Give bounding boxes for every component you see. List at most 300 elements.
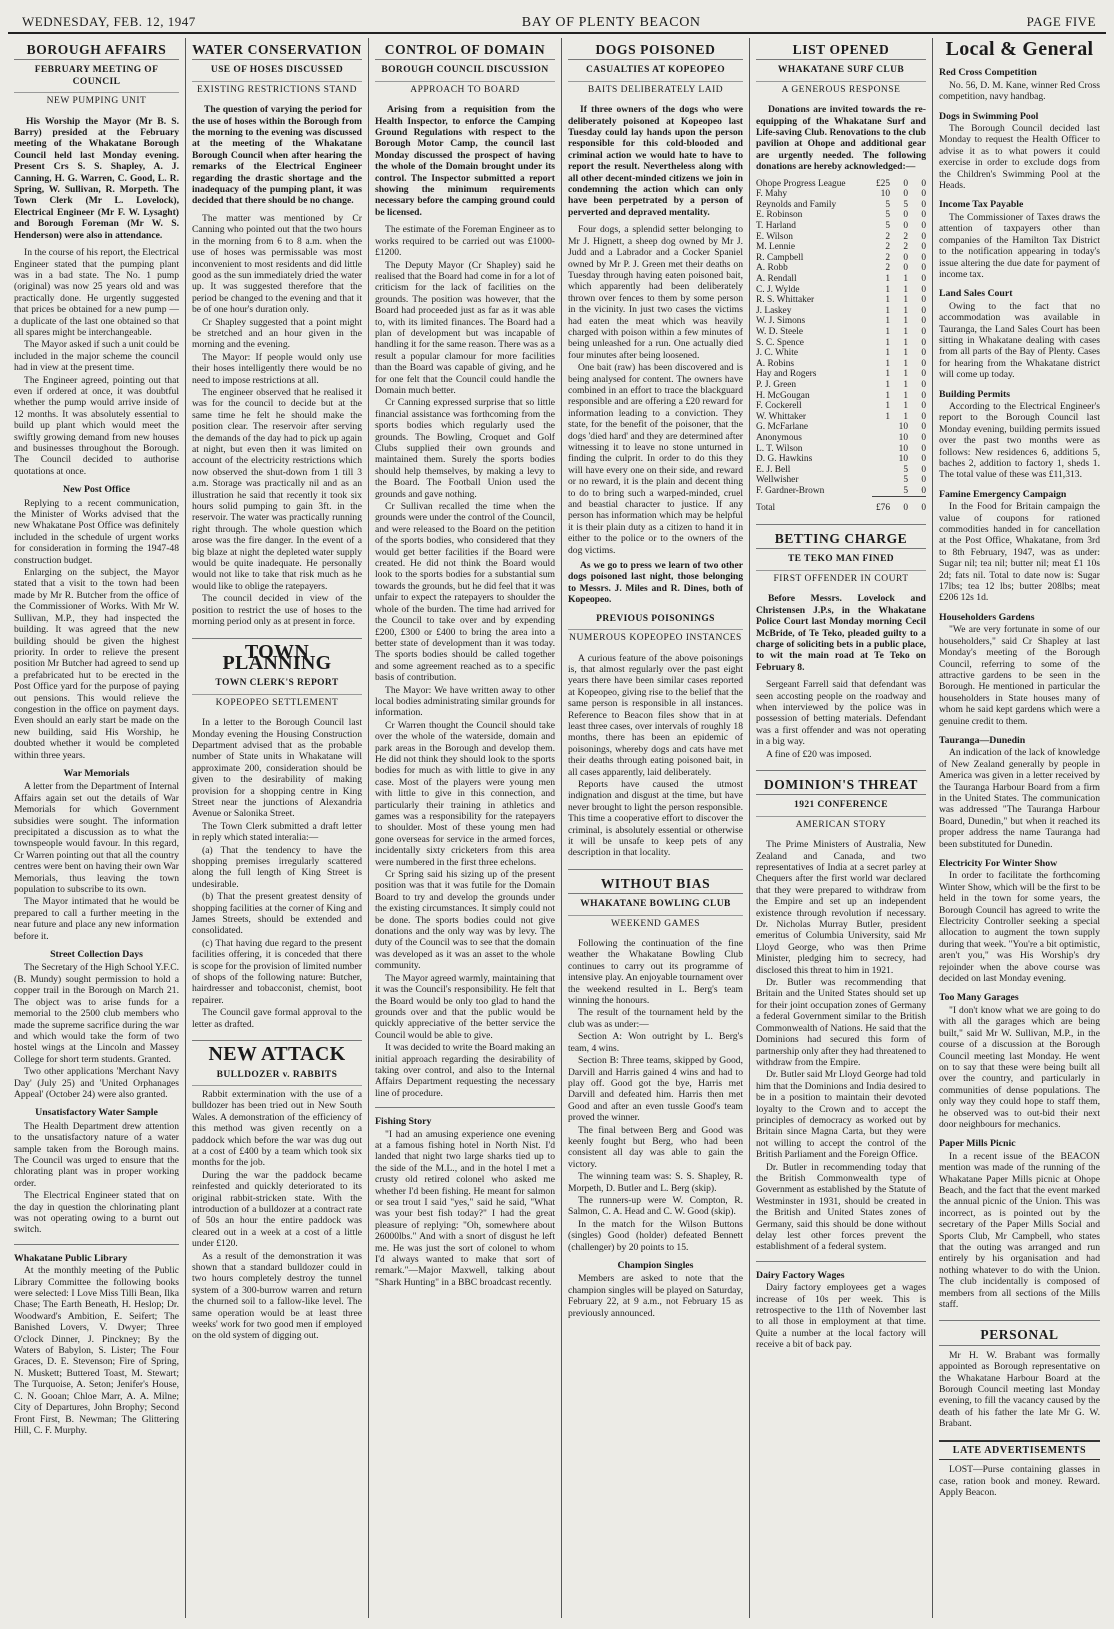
- deck: WEEKEND GAMES: [610, 918, 701, 929]
- donation-row: [756, 348, 926, 359]
- paragraph: The winning team was: S. S. Shapley, R. Morpeth, D. Butler and L. Berg (skip).: [568, 1171, 743, 1194]
- headline: NEW ATTACK: [192, 1040, 362, 1064]
- deck: AMERICAN STORY: [795, 819, 887, 830]
- donor-name: F. Cockerell: [756, 401, 802, 412]
- deck: CASUALTIES AT KOPEOPEO: [568, 65, 743, 81]
- item-heading: Paper Mills Picnic: [939, 1138, 1016, 1150]
- item-heading: Too Many Garages: [939, 992, 1019, 1004]
- donation-row: [756, 401, 926, 412]
- donation-pounds: £25: [875, 178, 890, 189]
- donation-row: [756, 412, 926, 423]
- lead-paragraph: If three owners of the dogs who were deliberately poisoned at Kopeopeo last Tuesday could lay hands upon the person responsible for this cold-blooded and criminal action we would hate to have to report the result. Nevertheless along with all other decent-minded citizens we join in condemning the action which can only have been perpetrated by a person of perverted and depraved mentality.: [568, 104, 743, 218]
- paragraph: Dr. Butler said Mr Lloyd George had told him that the Dominions and India desired to be in a position to maintain their devoted loyalty to the Crown and to accept the principles of democracy as worked out by Britain since Magna Carta, but they were not willing to accept the control of the British Parliament and the Foreign Office.: [756, 1069, 926, 1161]
- paragraph: The Mayor: We have written away to other local bodies administrating similar grounds for information.: [375, 684, 555, 719]
- deck: 1921 CONFERENCE: [756, 800, 926, 816]
- item-text: Owing to the fact that no accommodation was available in Tauranga, the Land Sales Court has been sitting in Whakatane dealing with cases from all parts of the Bay of Plenty. Cases for hearing from the Whakatane district will come up today.: [939, 300, 1100, 381]
- donation-pence: 0: [921, 432, 926, 443]
- donation-row: [756, 380, 926, 391]
- donation-pence: 0: [921, 210, 926, 221]
- deck: TE TEKO MAN FINED: [756, 554, 926, 570]
- item-text: An indication of the lack of knowledge of New Zealand generally by people in America was given in a letter received by the Tauranga Harbour Board from a firm in the United States. The communication was addressed "The Tauranga Harbour Board, Dunedin," but when it reached its proper address the name Tauranga had been substituted for Dunedin.: [939, 747, 1100, 850]
- paragraph: "I had an amusing experience one evening at a famous fishing hotel in North Nist. I'd landed that night two large sharks tied up to the side of the M.L., and in the hotel I met a crusty old retired colonel who asked me whether I'd been fishing. He meant for salmon or sea trout I said "yes," said he said, "What was your best fish today?" I had the great pleasure of replying: "Oh, somewhere about 26000lbs." And with a snort of disgust he left me. He was just the sort of colonel to whom I'd always wanted to make that sort of remark."—Major Maxwell, talking about "Shark Hunting" in a BBC broadcast recently.: [375, 1128, 555, 1288]
- donation-pence: 0: [921, 316, 926, 327]
- subheading: War Memorials: [63, 767, 130, 779]
- donation-shillings: 0: [903, 178, 908, 189]
- donation-pounds: 1: [885, 337, 890, 348]
- donation-pence: 0: [921, 485, 926, 496]
- total-label: Total: [756, 503, 776, 514]
- donation-pounds: 1: [885, 348, 890, 359]
- donation-row: [756, 327, 926, 338]
- divider: [756, 1261, 926, 1262]
- donor-name: W. J. Simons: [756, 316, 806, 327]
- donation-shillings: 1: [903, 379, 908, 390]
- donor-name: Hay and Rogers: [756, 369, 817, 380]
- subheading: Dairy Factory Wages: [756, 1269, 845, 1281]
- donation-pounds: [872, 465, 890, 476]
- donation-pence: 0: [921, 295, 926, 306]
- donor-name: P. J. Green: [756, 379, 797, 390]
- donation-pounds: [872, 486, 890, 497]
- donation-pounds: 2: [885, 231, 890, 242]
- item-text: The Commissioner of Taxes draws the attention of taxpayers other than companies of the Hamilton Tax District to the notification appearing in today's issue altering the due date for payment of income tax.: [939, 211, 1100, 280]
- paragraph: The engineer observed that he realised it was for the council to decide but at the same time he felt he should make the position clear. The reservoir after serving the demands of the day had to pick up again at night, but even then it was limited on account of the electricity restrictions which now observed the shut-down from 1 till 3 a.m. Storage was practically nil and as an illustration he said that recently it took six hours solid pumping to gain 3ft. in the reservoir. The water was practically running right through. The whole question which arose was the fire danger. In the event of a big blaze at night the depleted water supply would be quite inadequate. He personally would not like to take that risk much as he would like to oblige the ratepayers.: [192, 386, 362, 592]
- donation-pence: 0: [921, 464, 926, 475]
- donation-row: [756, 422, 926, 433]
- paragraph: A fine of £20 was imposed.: [766, 748, 872, 760]
- deck: A GENEROUS RESPONSE: [781, 84, 901, 95]
- donation-pence: 0: [921, 189, 926, 200]
- donation-pence: 0: [921, 390, 926, 401]
- donor-name: R. S. Whittaker: [756, 295, 815, 306]
- donation-pence: 0: [921, 379, 926, 390]
- donor-name: S. C. Spence: [756, 337, 804, 348]
- item-text: According to the Electrical Engineer's report to the Borough Council last Monday evening, building permits issued over the past two months were as follows: New residences 6, additions 5, baches 2, addition to factory 1, sheds 1. The total value of these was £11,313.: [939, 400, 1100, 481]
- donation-pence: 0: [921, 348, 926, 359]
- paragraph: Rabbit extermination with the use of a bulldozer has been tried out in New South Wales. A demonstration of the efficiency of this method was given recently on a paddock which before the war was dug out at a cost of £400 by a team which took six months for the job.: [192, 1088, 362, 1169]
- donor-name: F. Mahy: [756, 189, 788, 200]
- subheading: New Post Office: [63, 484, 130, 496]
- lead-paragraph: As we go to press we learn of two other dogs poisoned last night, those belonging to Messrs. J. Miles and R. Dines, both of Kopeopeo.: [568, 560, 743, 606]
- donor-name: Wellwisher: [756, 475, 799, 486]
- deck: USE OF HOSES DISCUSSED: [192, 65, 362, 81]
- donation-shillings: 1: [903, 316, 908, 327]
- donation-shillings: 0: [903, 252, 908, 263]
- donor-name: E. Wilson: [756, 231, 793, 242]
- donation-shillings: 1: [903, 401, 908, 412]
- paragraph: The estimate of the Foreman Engineer as to works required to be carried out was £1000-£1200.: [375, 224, 555, 259]
- donation-pence: 0: [921, 231, 926, 242]
- paragraph: The Mayor agreed warmly, maintaining that it was the Council's responsibility. He felt that the Board would be only too glad to hand the grounds over and that the public would be quickly appreciative of the better service the Council would be able to give.: [375, 972, 555, 1041]
- donor-name: J. C. White: [756, 348, 799, 359]
- subheading: Champion Singles: [617, 1260, 694, 1271]
- total-shillings: 0: [890, 497, 908, 514]
- donor-name: F. Gardner-Brown: [756, 486, 825, 497]
- donation-row: [756, 263, 926, 274]
- deck: FEBRUARY MEETING OF COUNCIL: [14, 65, 179, 93]
- paragraph: As a result of the demonstration it was shown that a standard bulldozer could in two hours completely destroy the tunnel system of a 300-burrow warren and return the churned soil to a fallow-like level. The same operation would be at least three weeks' work for two good men if employed on the old system of digging out.: [192, 1250, 362, 1342]
- donation-pence: 0: [921, 475, 926, 486]
- donation-shillings: 10: [898, 432, 908, 443]
- donation-pence: 0: [921, 411, 926, 422]
- donation-pence: 0: [921, 369, 926, 380]
- donation-pounds: 1: [885, 305, 890, 316]
- donation-pence: 0: [921, 443, 926, 454]
- paragraph: The Mayor asked if such a unit could be included in the major scheme the council had in view at the present time.: [14, 339, 179, 374]
- deck: KOPEOPEO SETTLEMENT: [215, 697, 339, 708]
- deck: PREVIOUS POISONINGS: [568, 614, 743, 630]
- donation-pounds: [872, 422, 890, 433]
- donor-name: J. Laskey: [756, 305, 792, 316]
- paragraph: The final between Berg and Good was keenly fought but Berg, who had been consistent all day was able to gain the victory.: [568, 1124, 743, 1170]
- donation-shillings: 1: [903, 295, 908, 306]
- donor-name: A. Robins: [756, 358, 795, 369]
- headline: BETTING CHARGE: [756, 524, 926, 549]
- donation-pounds: 2: [885, 242, 890, 253]
- donation-pence: 0: [921, 263, 926, 274]
- subheading: Unsatisfactory Water Sample: [35, 1107, 158, 1119]
- donation-row: [756, 433, 926, 444]
- donor-name: W. D. Steele: [756, 326, 804, 337]
- donation-shillings: 5: [903, 485, 908, 496]
- donation-pounds: 5: [885, 221, 890, 232]
- donor-name: W. Whittaker: [756, 411, 806, 422]
- lead-paragraph: The question of varying the period for the use of hoses within the Borough from the morning to the evening was discussed at the meeting of the Whakatane Borough Council when after hearing the remarks of the Electrical Engineer regarding the drastic shortage and the inadequacy of the pumping plant, it was decided that there should be no change.: [192, 104, 362, 207]
- donation-row: [756, 274, 926, 285]
- paragraph: Dr. Butler was recommending that Britain and the United States should set up for their joint occupation zones of Germany a federal Government similar to the British Commonwealth of Nations. He said that the Dominions had secured this form of partnership only after they had threatened to withdraw from the Empire.: [756, 977, 926, 1068]
- paragraph: Members are asked to note that the champion singles will be played on Saturday, February 22, at 9 a.m., not February 15 as previously announced.: [568, 1273, 743, 1319]
- donation-pounds: 1: [885, 326, 890, 337]
- paragraph: Two other applications 'Merchant Navy Day' (July 25) and 'United Orphanages Appeal' (October 24) were also granted.: [14, 1066, 179, 1100]
- paragraph: Enlarging on the subject, the Mayor stated that a visit to the town had been made by Mr R. Butcher from the office of the Commissioner of Works. With Mr W. Sullivan, M.P., they had inspected the building. It was agreed that the new building should be given the highest priority. In order to relieve the present position Mr Butcher had agreed to send up a prefabricated hut to be erected in the Post Office yard for the purpose of paying out pensions. This would relieve the congestion in the office on payment days. Even should an early start be made on the new building, said His Worship, he doubted whether it would be completed within three years.: [14, 567, 179, 761]
- paragraph: Replying to a recent communication, the Minister of Works advised that the new Whakatane Post Office was definitely included in the schedule of urgent works for consideration in forming the 1947-48 construction budget.: [14, 497, 179, 566]
- lead-paragraph: Donations are invited towards the re-equipping of the Whakatane Surf and Life-saving Club. Renovations to the club pavilion at Ohope and additional gear are urgently needed. The following donations are hereby acknowledged:—: [756, 104, 926, 173]
- paragraph: Section A: Won outright by L. Berg's team, 4 wins.: [568, 1031, 743, 1054]
- donation-row: [756, 306, 926, 317]
- item-heading: Electricity For Winter Show: [939, 858, 1058, 869]
- column-control-of-domain: [369, 38, 562, 1618]
- paragraph: Sergeant Farrell said that defendant was seen accosting people on the roadway and when interviewed by the police was in possession of betting materials. Defendant was a first offender and was not operating in a big way.: [756, 679, 926, 748]
- donation-row: [756, 232, 926, 243]
- item-heading: Tauranga—Dunedin: [939, 734, 1026, 746]
- donations-total-row: [756, 497, 926, 514]
- donation-pence: 0: [921, 401, 926, 412]
- headline: Local & General: [945, 38, 1094, 60]
- donor-name: M. Lennie: [756, 242, 796, 253]
- donation-pence: 0: [921, 199, 926, 210]
- donation-shillings: 1: [903, 274, 908, 284]
- donation-shillings: 5: [903, 475, 908, 486]
- paragraph: One bait (raw) has been discovered and is being analysed for content. The owners have combined in an effort to trace the blackguard responsible and are offering a £20 reward for information leading to a conviction. They state, for the benefit of the poisoner, that the dogs 'died hard' and they are determined after witnessing it to leave no stone unturned in finding the culprit. In order to do this they will have every one on their side, and reward or no reward, it is the plain and decent thing to do to bring such a warped-minded, cruel and beastial character to justice. If any person has information which may be helpful it is their plain duty as a citizen to hand it in either to the police or to the owners of the dog victims.: [568, 362, 743, 556]
- donation-pence: 0: [921, 242, 926, 253]
- donation-pounds: 2: [885, 263, 890, 274]
- deck: BAITS DELIBERATELY LAID: [587, 84, 724, 95]
- paragraph: In the course of his report, the Electrical Engineer stated that the pumping plant was in a bad state. The No. 1 pump (original) was now 25 years old and was practically done. He urgently suggested that prices be obtained for a new pump —a duplicate of the last one obtained so that all spares might be interchangeable.: [14, 247, 179, 338]
- paragraph: The Health Department drew attention to the unsatisfactory nature of a water sample taken from the Borough mains. The Council was urged to ensure that the chlorating plant was in proper working order.: [14, 1120, 179, 1189]
- donor-name: Ohope Progress League: [756, 178, 846, 189]
- local-general-items: [939, 67, 1100, 1310]
- paragraph: The Engineer agreed, pointing out that even if ordered at once, it was doubtful whether the pump would arrive inside of 12 months. It was absolutely essential to build up plant which would meet the swiftly growing demand from new houses and businesses throughout the Borough. The Council decided to authorise quotations at once.: [14, 374, 179, 477]
- paragraph: In the match for the Wilson Buttons (singles) Good (holder) defeated Bennett (challenger) by 20 points to 15.: [568, 1218, 743, 1253]
- donation-shillings: 1: [903, 305, 908, 316]
- donation-row: [756, 253, 926, 264]
- donation-pounds: 1: [885, 401, 890, 412]
- donation-pence: 0: [921, 326, 926, 337]
- donor-name: R. Campbell: [756, 252, 804, 263]
- paragraph: Reports have caused the utmost indignation and disgust at the time, but have never brought to light the person responsible. This time a cooperative effort to discover the criminal, is absolutely essential or otherwise it will be unsafe to keep pets of any description in that locality.: [568, 778, 743, 859]
- paragraph: (a) That the tendency to have the shopping premises irregularly scattered along the full length of King Street is undesirable.: [192, 844, 362, 890]
- divider: [14, 1244, 179, 1245]
- donation-pounds: 2: [885, 252, 890, 263]
- donor-name: D. G. Hawkins: [756, 454, 813, 465]
- donation-shillings: 0: [903, 189, 908, 200]
- donation-row: [756, 465, 926, 476]
- deck: WHAKATANE BOWLING CLUB: [568, 899, 743, 915]
- item-text: "I don't know what we are going to do with all the garages which are being built," said Mr W. Sullivan, M.P., in the course of a discussion at the Borough Council meeting last Monday. He went on to say that these were being built all over the country, and particularly in communities of dense populations. The only way they could hope to staff them, he observed was to out-bid their next door neighbours for mechanics.: [939, 1004, 1100, 1130]
- donor-name: A. Robb: [756, 263, 788, 274]
- classified-ad: LOST—Purse containing glasses in case, ration book and money. Reward. Apply Beacon.: [939, 1464, 1100, 1498]
- column-borough-affairs: [8, 38, 186, 1618]
- item-text: "We are very fortunate in some of our householders," said Cr Shapley at last Monday's meeting of the Borough Council, referring to some of the attractive gardens to be seen in the Borough. He mentioned in particular the householders in State houses many of whom he said kept gardens which were a genuine credit to them.: [939, 624, 1100, 727]
- donor-name: L. T. Wilson: [756, 443, 803, 454]
- deck: FIRST OFFENDER IN COURT: [773, 573, 909, 584]
- item-text: In the Food for Britain campaign the value of coupons for rationed commodities handed in for cancellation at the Post Office, Whakatane, from 3rd to 8th February, 1947, was as under: Sugar nil; tea nil; butter nil; meat £1 10s 2d; fats nil. Total to date now is: Sugar 17lbs; tea 12 lbs; butter 208lbs; meat £206 12s 1d.: [939, 501, 1100, 604]
- headline: CONTROL OF DOMAIN: [375, 44, 555, 60]
- item-text: In order to facilitate the forthcoming Winter Show, which will be the first to be held in the town for some years, the Borough Council has agreed to write the Electricity Controller seeking a special allocation to augment the town supply during that week. "You're a bit optimistic, aren't you," was His Worship's dry rejoinder when the above course was decided on last Monday evening.: [939, 870, 1100, 985]
- donation-row: [756, 486, 926, 497]
- donation-shillings: 1: [903, 411, 908, 422]
- item-heading: Income Tax Payable: [939, 199, 1024, 211]
- donation-shillings: 5: [903, 199, 908, 210]
- columns: [8, 38, 1106, 1618]
- donation-pence: 0: [921, 284, 926, 295]
- item-heading: Famine Emergency Campaign: [939, 488, 1067, 500]
- donation-pounds: 1: [885, 316, 890, 327]
- donation-pounds: [872, 454, 890, 465]
- paragraph: The result of the tournament held by the club was as under:—: [568, 1007, 743, 1030]
- donor-name: E. J. Bell: [756, 464, 791, 475]
- headline: BOROUGH AFFAIRS: [14, 44, 179, 60]
- subheading: Fishing Story: [375, 1116, 432, 1128]
- deck: NEW PUMPING UNIT: [46, 96, 147, 107]
- paragraph: During the war the paddock became reinfested and quickly deteriorated to its original rabbit-stricken state. With the introduction of a bulldozer at a contract rate of 50s an hour the entire paddock was cleared out in a week at a cost of a little under £120.: [192, 1169, 362, 1250]
- subheading: Whakatane Public Library: [14, 1252, 128, 1264]
- donation-row: [756, 338, 926, 349]
- donor-name: H. McGougan: [756, 390, 810, 401]
- paragraph: (c) That having due regard to the present facilities offering, it is conceded that there is scope for the provision of limited number of shops of the following nature: Butcher, hairdresser and tobacconist, chemist, boot repairer.: [192, 937, 362, 1006]
- item-heading: Building Permits: [939, 388, 1011, 400]
- donation-pence: 0: [921, 422, 926, 433]
- paragraph: (b) That the present greatest density of shopping facilities at the corner of King and James Streets, should be extended and consolidated.: [192, 891, 362, 937]
- donation-shillings: 1: [903, 337, 908, 348]
- headline: DOGS POISONED: [568, 44, 743, 60]
- paragraph: Cr Spring said his sizing up of the present position was that it was futile for the Domain Board to try and develop the grounds under the existing circumstances. It simply could not be done. The sports bodies could not give donations and the only way was by levy. The duty of the Council was to see that the domain was developed as it was an asset to the whole community.: [375, 869, 555, 972]
- donor-name: A. Rendall: [756, 274, 797, 284]
- donation-pounds: 1: [885, 274, 890, 284]
- donation-pounds: [872, 475, 890, 486]
- column-water-conservation: [186, 38, 369, 1618]
- donation-pounds: 1: [885, 284, 890, 295]
- donation-pounds: 1: [885, 390, 890, 401]
- donor-name: Anonymous: [756, 432, 802, 443]
- donation-shillings: 10: [898, 443, 908, 454]
- donation-row: [756, 189, 926, 200]
- paragraph: The Prime Ministers of Australia, New Zealand and Canada, and two representatives of India at a secret parley at Chequers after the first world war declared that they were prepared to withdraw from the Empire and set up an independent existence through revolution if necessary. Dr. Nicholas Murray Butler, president emeritus of Columbia University, said Mr Lloyd George, who was then Prime Minister, pledging him to secrecy, had disclosed this threat to him in 1921.: [756, 839, 926, 976]
- donation-shillings: 10: [898, 422, 908, 433]
- donation-row: [756, 316, 926, 327]
- paragraph: Dairy factory employees get a wages increase of 10s per week. This is retrospective to the 11th of November last to all those in employment at that time. Quite a number at the local factory will receive a bit of back pay.: [756, 1282, 926, 1351]
- column-list-opened: [750, 38, 933, 1618]
- paragraph: A letter from the Department of Internal Affairs again set out the details of War Memorials for which Government subsidies were sought. The information precipitated a discussion as to what the townspeople would favour. In this regard, Cr Warren pointing out that all the country centres were bent on having their own War Memorials, thus leaving the town population to subscribe to its own.: [14, 781, 179, 896]
- issue-date: WEDNESDAY, FEB. 12, 1947: [22, 14, 196, 29]
- donor-name: E. Robinson: [756, 210, 803, 221]
- donation-pence: 0: [921, 252, 926, 263]
- donation-shillings: 1: [903, 284, 908, 295]
- item-text: The Borough Council decided last Monday to request the Health Officer to advise it as to what powers it could exercise in order to exclude dogs from the Children's Swimming Pool at the Heads.: [939, 123, 1100, 192]
- paragraph: The Secretary of the High School Y.F.C. (B. Mundy) sought permission to hold a copper trail in the Borough on March 21. The object was to arise funds for a memorial to the 2500 club members who made the supreme sacrifice during the war and which would take the form of two hostel wings at the Lincoln and Massey College for short term students. Granted.: [14, 962, 179, 1065]
- paragraph: Cr Warren thought the Council should take over the whole of the waterside, domain and park areas in the Borough and develop them. He did not think they should look to the sports bodies for much as with little to give in any case. Most of the players were young men with little to give in this connection, and particularly their training in athletics and games was a responsibility for the ratepayers to shoulder. Most of these young men had gone overseas for service in the armed forces, incidentally sixty cricketers from this area were numbered in the first three echelons.: [375, 719, 555, 868]
- donor-name: T. Harland: [756, 221, 796, 232]
- deck: APPROACH TO BOARD: [410, 84, 520, 95]
- paragraph: A curious feature of the above poisonings is, that almost regularly over the past eight years there have been similar cases reported at Kopeopeo, giving rise to the belief that the same person is responsible in all instances. Reference to Beacon files show that in at least three cases, over intervals of roughly 18 months, there has been an epidemic of poisonings, whereby dogs and cats have met their deaths through eating poisoned bait, in all cases apparently, laid deliberately.: [568, 652, 743, 778]
- donation-pence: 0: [921, 454, 926, 465]
- deck: BULLDOZER v. RABBITS: [192, 1070, 362, 1086]
- donation-row: [756, 359, 926, 370]
- item-heading: Householders Gardens: [939, 611, 1035, 623]
- donation-shillings: 1: [903, 358, 908, 369]
- deck: TOWN CLERK'S REPORT: [192, 678, 362, 694]
- paragraph: The Mayor intimated that he would be prepared to call a further meeting in the near future and place any new information before it.: [14, 896, 179, 942]
- donation-pence: 0: [921, 337, 926, 348]
- headline: WITHOUT BIAS: [568, 869, 743, 894]
- donation-shillings: 10: [898, 454, 908, 465]
- headline: WATER CONSERVATION: [192, 44, 362, 60]
- headline: TOWN PLANNING: [192, 638, 362, 674]
- donation-row: [756, 200, 926, 211]
- paragraph: Cr Sullivan recalled the time when the grounds were under the control of the Council, and were released to the Board on the petition of the sports bodies, who considered that they would get better facilities if the Board were created. He did not think the Board would look to the sports bodies for a substantial sum towards the grounds, but he did feel that it was unfair to expect the ratepayers to shoulder the whole of the burden. The time had arrived for the Council to take over and by expending £200, £300 or £400 to bring the area into a better state of development than it was today. The sports bodies should be called together and some agreement reached as to a specific basis of contribution.: [375, 501, 555, 684]
- paragraph: In a letter to the Borough Council last Monday evening the Housing Construction Department advised that as the probable number of State units in Whakatane will approximate 200, consideration should be given to the desirability of making provision for a shopping centre in King Street near the junctions of Alexandria Avenue or Salonika Street.: [192, 717, 362, 820]
- column-dogs-poisoned: [562, 38, 750, 1618]
- paragraph: The Council gave formal approval to the letter as drafted.: [192, 1007, 362, 1030]
- paragraph: The matter was mentioned by Cr Canning who pointed out that the two hours in the morning from 6 to 8 a.m. when the use of hoses was permissable was most inconvenient to most residents and did little good as the sun immediately dried the water up. It was suggested therefore that the period be changed to the evening and that it be of one hour's duration only.: [192, 212, 362, 316]
- paragraph: The Deputy Mayor (Cr Shapley) said he realised that the Board had come in for a lot of criticism for the lack of facilities on the grounds. The position was however, that the Board had proceeded just as far as it was able to, with its limited finances. The Board had a plan of development but was incapable of handling it for the same reason. There was as a result a popular clamour for more facilities than the Board was capable of giving, and he for one felt that the Council could handle the Domain much better.: [375, 259, 555, 396]
- paragraph: At the monthly meeting of the Public Library Committee the following books were selected: I Love Miss Tilli Bean, Ilka Chase; The Earth Beneath, H. Heslop; Dr. Woodward's Ambition, E. Seifert; The Banished Lovers, V. Dwyer; Three O'clock Dinner, J. Pinckney; By the Waters of Babylon, S. Lister; The Four Graces, D. E. Stevenson; Fire of Spring, N. Muskett; Buttered Toast, M. Stewart; The Turquoise, A. Seton; Jenifer's House, C. N. Gooan; Chloe Marr, A. A. Milne; City of Departures, John Brophy; Second Front First, B. Newman; The Glittering Hill, C. F. Murphy.: [14, 1265, 179, 1436]
- paragraph: The Mayor: If people would only use their hoses intelligently there would be no need to impose restrictions at all.: [192, 351, 362, 386]
- donations-table: [756, 179, 926, 514]
- donation-pounds: 1: [885, 379, 890, 390]
- paragraph: Four dogs, a splendid setter belonging to Mr J. Hignett, a sheep dog owned by Mr J. Judd and a Labrador and a Cocker Spaniel owned by Mr P. J. Green met their deaths on Tuesday through having eaten poisoned bait, which apparently had been deliberately thrown over fences to them by some person in the vicinity. In just two cases the victims had eaten the meat which was heavily charged with poison within a few minutes of being unleashed for a run. One actually died four minutes after being loosened.: [568, 224, 743, 361]
- donation-pounds: 1: [885, 411, 890, 422]
- total-pounds: £76: [872, 497, 890, 514]
- donation-shillings: 2: [903, 242, 908, 253]
- donation-shillings: 1: [903, 348, 908, 359]
- donation-row: [756, 391, 926, 402]
- donor-name: Reynolds and Family: [756, 199, 837, 210]
- donation-shillings: 1: [903, 326, 908, 337]
- donation-pounds: 5: [885, 210, 890, 221]
- deck: BOROUGH COUNCIL DISCUSSION: [375, 65, 555, 81]
- paragraph: Cr Shapley suggested that a point might be stretched and an hour given in the morning and the evening.: [192, 316, 362, 351]
- total-pence: 0: [908, 497, 926, 514]
- late-ads-heading: LATE ADVERTISEMENTS: [939, 1440, 1100, 1460]
- donation-shillings: 0: [903, 263, 908, 274]
- paragraph: Following the continuation of the fine weather the Whakatane Bowling Club continues to carry out its programme of intensive play. An enjoyable tournament over the weekend resulted in L. Berg's team winning the honours.: [568, 938, 743, 1007]
- paragraph: The runners-up were W. Compton, R. Salmon, C. A. Head and C. W. Good (skip).: [568, 1194, 743, 1218]
- donation-pence: 0: [921, 358, 926, 369]
- masthead: [8, 8, 1106, 34]
- item-heading: Land Sales Court: [939, 288, 1013, 300]
- donation-row: [756, 285, 926, 296]
- donation-row: [756, 179, 926, 190]
- donation-row: [756, 242, 926, 253]
- donation-pence: 0: [921, 305, 926, 316]
- donation-shillings: 1: [903, 369, 908, 380]
- donation-row: [756, 210, 926, 221]
- item-heading: Red Cross Competition: [939, 67, 1037, 79]
- donation-pounds: 10: [880, 189, 890, 200]
- deck: NUMEROUS KOPEOPEO INSTANCES: [569, 633, 742, 644]
- item-text: In a recent issue of the BEACON mention was made of the running of the Whakatane Paper Mills picnic at Ohope Beach, and the fact that the event marked the annual picnic of the Union. This was incorrect, as is pointed out by the secretary of the Paper Mills Social and Sports Club, Mr Campbell, who states that the outing was arranged and run entirely by his organisation and had nothing whatever to do with the Union. The club incidentally is composed of members from all sections of the Mills staff.: [939, 1150, 1100, 1311]
- lead-paragraph: His Worship the Mayor (Mr B. S. Barry) presided at the February meeting of the Whakatane Borough Council held last Monday evening. Present Crs S. S. Shapley, A. J. Canning, H. G. Warren, C. Good, L. R. Spring, W. Sullivan, R. Morpeth. The Town Clerk (Mr L. Lovelock), Electrical Engineer (Mr F. W. Lysaght) and Borough Foreman (Mr W. S. Henderson) were also in attendance.: [14, 115, 179, 241]
- donation-row: [756, 295, 926, 306]
- donation-row: [756, 444, 926, 455]
- donor-name: G. McFarlane: [756, 422, 809, 433]
- paragraph: The Town Clerk submitted a draft letter in reply which stated interalia:—: [192, 820, 362, 844]
- paragraph: Cr Canning expressed surprise that so little financial assistance was forthcoming from the sports bodies which regularly used the grounds. The Bowling, Croquet and Golf Clubs supplied their own grounds and maintained them. Surely the sports bodies should help themselves, by making a levy to the Board. The Football Union used the grounds and gave nothing.: [375, 397, 555, 500]
- donation-shillings: 0: [903, 210, 908, 221]
- donor-name: C. J. Wylde: [756, 284, 800, 295]
- donation-row: [756, 454, 926, 465]
- lead-paragraph: Arising from a requisition from the Health Inspector, to enforce the Camping Ground Regulations with respect to the Borough Motor Camp, the council last Monday discussed the prospect of having the whole of the Domain brought under its control. The Inspector submitted a report showing the minimum requirements necessary before the camping ground could be licensed.: [375, 104, 555, 218]
- donation-pounds: 1: [885, 295, 890, 306]
- paragraph: The Electrical Engineer stated that on the day in question the chlorinating plant was not operating owing to a burnt out switch.: [14, 1190, 179, 1236]
- paragraph: Section B: Three teams, skipped by Good, Darvill and Harris gained 4 wins and had to play off. Good got the bye, Harris met Darvill and defeated him. Harris then met Good and after an even tussle Good's team proved the winner.: [568, 1055, 743, 1124]
- column-local-general: [933, 38, 1106, 1618]
- paragraph: Mr H. W. Brabant was formally appointed as Borough representative on the Whakatane Harbour Board at the Borough Council meeting last Monday evening, to fill the vacancy caused by the death of his father the late Mr G. W. Brabant.: [939, 1349, 1100, 1430]
- page-number: PAGE FIVE: [1026, 14, 1096, 29]
- divider: [375, 1107, 555, 1108]
- donation-pence: 0: [921, 274, 926, 284]
- donation-pence: 0: [921, 178, 926, 189]
- paragraph: It was decided to write the Board making an initial approach regarding the desirability of taking over control, and also to the Internal Affairs Department requesting the necessary line of procedure.: [375, 1042, 555, 1099]
- headline: PERSONAL: [939, 1320, 1100, 1345]
- donation-shillings: 1: [903, 390, 908, 401]
- donation-pounds: 5: [885, 199, 890, 210]
- donation-pounds: 1: [885, 358, 890, 369]
- donation-pounds: [872, 444, 890, 455]
- headline: LIST OPENED: [756, 44, 926, 60]
- donation-pence: 0: [921, 221, 926, 232]
- donation-shillings: 5: [903, 464, 908, 475]
- item-heading: Dogs in Swimming Pool: [939, 110, 1039, 122]
- donation-pounds: [872, 433, 890, 444]
- item-text: No. 56, D. M. Kane, winner Red Cross competition, navy handbag.: [939, 79, 1100, 103]
- deck: EXISTING RESTRICTIONS STAND: [197, 84, 357, 95]
- paragraph: Dr. Butler in recommending today that the British Commonwealth type of Government as established by the Statute of Westminster in 1931, should be created in the British and United States zones of Germany, said this should be done without delay lest other forces prevent the establishment of a federal system.: [756, 1161, 926, 1253]
- deck: WHAKATANE SURF CLUB: [756, 65, 926, 81]
- paper-name: BAY OF PLENTY BEACON: [521, 15, 701, 30]
- donation-row: [756, 369, 926, 380]
- donation-row: [756, 475, 926, 486]
- headline: DOMINION'S THREAT: [756, 770, 926, 795]
- donation-pounds: 1: [885, 369, 890, 380]
- paragraph: The council decided in view of the position to restrict the use of hoses to the morning period only as at present in force.: [192, 593, 362, 628]
- donation-shillings: 0: [903, 221, 908, 232]
- lead-paragraph: Before Messrs. Lovelock and Christensen J.P.s, in the Whakatane Police Court last Monday morning Cecil McBride, of Te Teko, pleaded guilty to a charge of soliciting bets in a public place, to wit the main road at Te Teko on February 8.: [756, 593, 926, 673]
- subheading: Street Collection Days: [50, 949, 143, 961]
- donation-row: [756, 221, 926, 232]
- donation-shillings: 2: [903, 231, 908, 242]
